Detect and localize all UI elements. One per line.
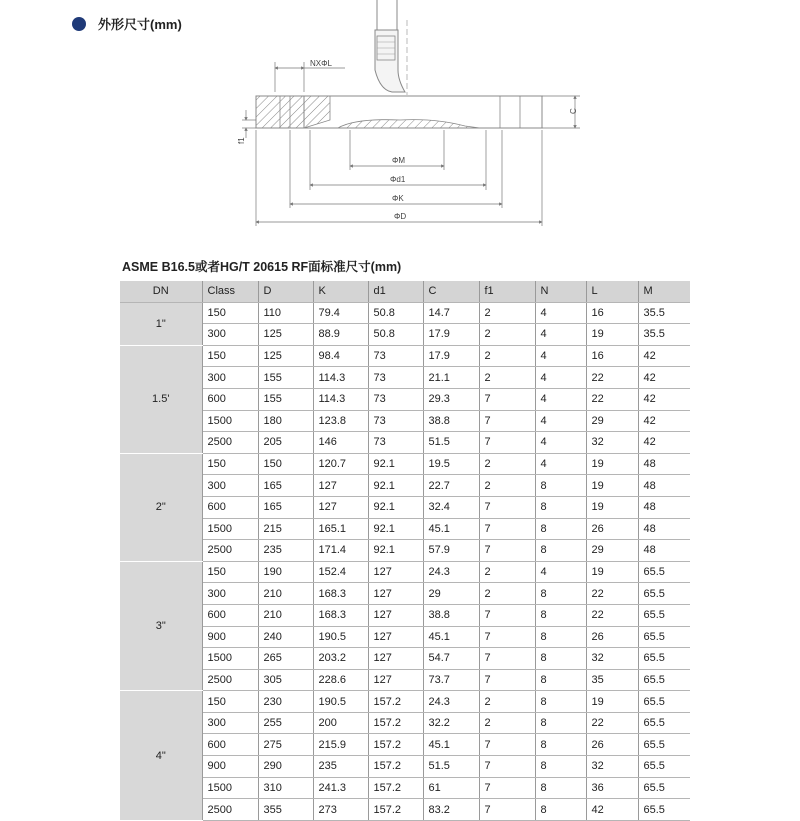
table-cell: 1500 [202,410,258,432]
dn-cell: 4" [120,691,202,821]
d1-label: Φd1 [390,175,406,184]
table-cell: 7 [479,756,535,778]
table-cell: 273 [313,799,368,821]
table-cell: 155 [258,367,313,389]
table-cell: 92.1 [368,453,423,475]
table-cell: 50.8 [368,324,423,346]
table-cell: 2500 [202,669,258,691]
table-cell: 8 [535,518,586,540]
dimension-nxl [275,59,345,92]
table-cell: 305 [258,669,313,691]
table-cell: 157.2 [368,756,423,778]
table-cell: 19 [586,496,638,518]
table-cell: 2500 [202,799,258,821]
table-cell: 157.2 [368,777,423,799]
table-cell: 73 [368,367,423,389]
bullet-dot-icon [72,17,86,31]
table-cell: 32 [586,756,638,778]
table-cell: 7 [479,648,535,670]
table-row [120,410,690,432]
table-title: ASME B16.5或者HG/T 20615 RF面标准尺寸(mm) [122,260,402,274]
table-cell: 4 [535,345,586,367]
table-row [120,496,690,518]
table-cell: 54.7 [423,648,479,670]
table-cell: 150 [202,453,258,475]
table-cell: 50.8 [368,302,423,324]
table-row [120,734,690,756]
table-cell: 200 [313,712,368,734]
table-cell: 150 [202,691,258,713]
dn-cell: 1.5' [120,345,202,453]
column-header-m: M [638,281,690,302]
column-header-d: D [258,281,313,302]
table-cell: 8 [535,496,586,518]
table-cell: 4 [535,367,586,389]
table-cell: 65.5 [638,756,690,778]
table-cell: 2500 [202,540,258,562]
table-cell: 32.4 [423,496,479,518]
table-row [120,583,690,605]
table-cell: 157.2 [368,734,423,756]
table-cell: 57.9 [423,540,479,562]
table-cell: 2 [479,712,535,734]
table-cell: 114.3 [313,388,368,410]
table-cell: 32.2 [423,712,479,734]
table-cell: 16 [586,345,638,367]
dimension-f1 [237,110,256,144]
table-cell: 2500 [202,432,258,454]
table-cell: 65.5 [638,648,690,670]
table-cell: 45.1 [423,626,479,648]
table-cell: 241.3 [313,777,368,799]
d-label: ΦD [394,212,407,221]
table-cell: 275 [258,734,313,756]
table-cell: 7 [479,518,535,540]
table-cell: 300 [202,712,258,734]
table-cell: 125 [258,345,313,367]
table-cell: 4 [535,410,586,432]
column-header-d1: d1 [368,281,423,302]
table-cell: 65.5 [638,691,690,713]
table-cell: 300 [202,475,258,497]
table-cell: 8 [535,691,586,713]
table-cell: 150 [202,561,258,583]
table-cell: 168.3 [313,583,368,605]
table-cell: 2 [479,453,535,475]
table-cell: 235 [313,756,368,778]
table-cell: 165 [258,496,313,518]
table-row [120,604,690,626]
dn-cell: 2" [120,453,202,561]
table-cell: 4 [535,388,586,410]
section-header [72,14,182,33]
table-row [120,626,690,648]
dimension-m [350,130,444,170]
table-cell: 42 [638,388,690,410]
table-cell: 255 [258,712,313,734]
table-cell: 65.5 [638,669,690,691]
table-cell: 79.4 [313,302,368,324]
table-cell: 22 [586,604,638,626]
table-cell: 92.1 [368,475,423,497]
table-cell: 300 [202,324,258,346]
table-cell: 73 [368,345,423,367]
table-cell: 190 [258,561,313,583]
table-row [120,388,690,410]
table-cell: 17.9 [423,345,479,367]
table-row [120,540,690,562]
table-cell: 29.3 [423,388,479,410]
table-cell: 19 [586,453,638,475]
table-row [120,518,690,540]
table-cell: 45.1 [423,734,479,756]
table-cell: 19 [586,475,638,497]
table-cell: 600 [202,604,258,626]
table-cell: 19 [586,691,638,713]
dimension-k [290,130,502,208]
table-row [120,367,690,389]
table-cell: 7 [479,604,535,626]
table-cell: 127 [368,604,423,626]
table-cell: 300 [202,583,258,605]
table-cell: 168.3 [313,604,368,626]
table-cell: 8 [535,648,586,670]
table-cell: 65.5 [638,583,690,605]
table-cell: 48 [638,475,690,497]
table-cell: 8 [535,540,586,562]
table-cell: 38.8 [423,410,479,432]
table-cell: 4 [535,324,586,346]
table-cell: 65.5 [638,626,690,648]
table-cell: 150 [202,302,258,324]
flange-dimension-drawing [220,0,600,235]
table-cell: 98.4 [313,345,368,367]
table-cell: 1500 [202,518,258,540]
f1-label: f1 [237,137,246,144]
table-cell: 228.6 [313,669,368,691]
table-cell: 157.2 [368,799,423,821]
table-cell: 2 [479,367,535,389]
table-row [120,475,690,497]
table-cell: 42 [586,799,638,821]
table-cell: 19.5 [423,453,479,475]
table-cell: 45.1 [423,518,479,540]
table-cell: 29 [586,410,638,432]
m-label: ΦM [392,156,406,165]
table-cell: 42 [638,367,690,389]
table-cell: 2 [479,583,535,605]
table-cell: 123.8 [313,410,368,432]
table-cell: 120.7 [313,453,368,475]
table-row [120,561,690,583]
table-cell: 155 [258,388,313,410]
table-cell: 7 [479,540,535,562]
table-row [120,453,690,475]
table-cell: 19 [586,561,638,583]
table-cell: 48 [638,540,690,562]
table-cell: 35.5 [638,302,690,324]
table-cell: 51.5 [423,432,479,454]
table-cell: 73.7 [423,669,479,691]
table-cell: 127 [368,626,423,648]
table-cell: 38.8 [423,604,479,626]
table-cell: 22 [586,367,638,389]
table-cell: 29 [586,540,638,562]
table-cell: 127 [313,475,368,497]
table-header-row [120,281,690,302]
table-cell: 190.5 [313,691,368,713]
table-cell: 22 [586,388,638,410]
table-cell: 203.2 [313,648,368,670]
table-cell: 92.1 [368,518,423,540]
column-header-c: C [423,281,479,302]
table-cell: 65.5 [638,604,690,626]
table-cell: 127 [368,561,423,583]
table-cell: 7 [479,626,535,648]
table-cell: 14.7 [423,302,479,324]
table-cell: 4 [535,561,586,583]
table-cell: 92.1 [368,540,423,562]
table-cell: 125 [258,324,313,346]
table-cell: 110 [258,302,313,324]
table-cell: 300 [202,367,258,389]
table-cell: 7 [479,734,535,756]
column-header-class: Class [202,281,258,302]
table-cell: 88.9 [313,324,368,346]
table-cell: 127 [368,669,423,691]
table-cell: 600 [202,734,258,756]
table-cell: 180 [258,410,313,432]
section-title: 外形尺寸(mm) [98,17,182,32]
table-cell: 127 [368,583,423,605]
table-cell: 157.2 [368,712,423,734]
table-cell: 4 [535,302,586,324]
table-cell: 600 [202,496,258,518]
table-cell: 83.2 [423,799,479,821]
table-cell: 2 [479,345,535,367]
table-cell: 7 [479,410,535,432]
diaphragm-seal-body [256,0,542,128]
table-cell: 48 [638,453,690,475]
table-row [120,432,690,454]
table-cell: 32 [586,432,638,454]
table-cell: 17.9 [423,324,479,346]
table-cell: 127 [313,496,368,518]
column-header-k: K [313,281,368,302]
table-row [120,799,690,821]
table-cell: 1500 [202,648,258,670]
table-cell: 230 [258,691,313,713]
table-cell: 8 [535,669,586,691]
k-label: ΦK [392,194,404,203]
table-row [120,712,690,734]
table-cell: 240 [258,626,313,648]
table-cell: 150 [258,453,313,475]
table-cell: 35 [586,669,638,691]
table-cell: 265 [258,648,313,670]
table-cell: 2 [479,561,535,583]
table-cell: 8 [535,583,586,605]
table-cell: 165 [258,475,313,497]
table-cell: 7 [479,799,535,821]
table-cell: 24.3 [423,561,479,583]
column-header-n: N [535,281,586,302]
table-cell: 900 [202,626,258,648]
table-cell: 8 [535,756,586,778]
table-cell: 35.5 [638,324,690,346]
table-row [120,648,690,670]
c-label: C [569,108,578,114]
dn-cell: 1" [120,302,202,345]
table-cell: 26 [586,734,638,756]
table-cell: 16 [586,302,638,324]
table-cell: 21.1 [423,367,479,389]
table-cell: 73 [368,432,423,454]
table-cell: 900 [202,756,258,778]
flange-dimension-table [120,281,690,821]
table-row [120,756,690,778]
table-cell: 210 [258,604,313,626]
table-cell: 7 [479,669,535,691]
dn-cell: 3" [120,561,202,691]
table-cell: 22 [586,583,638,605]
table-cell: 2 [479,475,535,497]
table-cell: 127 [368,648,423,670]
table-cell: 600 [202,388,258,410]
table-cell: 2 [479,691,535,713]
table-row [120,345,690,367]
table-cell: 2 [479,302,535,324]
table-cell: 210 [258,583,313,605]
table-cell: 61 [423,777,479,799]
table-cell: 26 [586,518,638,540]
column-header-dn: DN [120,281,202,302]
table-cell: 4 [535,453,586,475]
table-cell: 190.5 [313,626,368,648]
table-cell: 157.2 [368,691,423,713]
table-cell: 4 [535,432,586,454]
table-cell: 152.4 [313,561,368,583]
table-cell: 24.3 [423,691,479,713]
table-cell: 51.5 [423,756,479,778]
table-cell: 8 [535,604,586,626]
table-cell: 65.5 [638,777,690,799]
table-cell: 42 [638,432,690,454]
table-cell: 7 [479,388,535,410]
table-cell: 150 [202,345,258,367]
table-cell: 215 [258,518,313,540]
table-cell: 7 [479,496,535,518]
table-cell: 65.5 [638,561,690,583]
table-cell: 8 [535,734,586,756]
table-cell: 7 [479,777,535,799]
table-row [120,302,690,324]
table-cell: 146 [313,432,368,454]
table-cell: 32 [586,648,638,670]
table-cell: 29 [423,583,479,605]
table-cell: 73 [368,388,423,410]
table-cell: 165.1 [313,518,368,540]
column-header-f1: f1 [479,281,535,302]
table-cell: 42 [638,410,690,432]
table-cell: 36 [586,777,638,799]
table-row [120,324,690,346]
table-cell: 48 [638,496,690,518]
table-cell: 310 [258,777,313,799]
dimension-c [542,96,580,128]
table-row [120,669,690,691]
table-cell: 205 [258,432,313,454]
nxl-label: NXΦL [310,59,332,68]
table-cell: 290 [258,756,313,778]
table-cell: 8 [535,626,586,648]
table-cell: 171.4 [313,540,368,562]
table-cell: 215.9 [313,734,368,756]
table-cell: 73 [368,410,423,432]
table-cell: 65.5 [638,799,690,821]
table-cell: 19 [586,324,638,346]
table-cell: 8 [535,475,586,497]
table-row [120,777,690,799]
table-cell: 2 [479,324,535,346]
table-cell: 8 [535,712,586,734]
table-cell: 235 [258,540,313,562]
table-cell: 65.5 [638,712,690,734]
table-cell: 65.5 [638,734,690,756]
table-cell: 355 [258,799,313,821]
table-cell: 7 [479,432,535,454]
table-cell: 22 [586,712,638,734]
table-cell: 114.3 [313,367,368,389]
column-header-l: L [586,281,638,302]
table-cell: 1500 [202,777,258,799]
table-cell: 92.1 [368,496,423,518]
table-cell: 42 [638,345,690,367]
table-row [120,691,690,713]
table-cell: 48 [638,518,690,540]
table-cell: 22.7 [423,475,479,497]
table-cell: 8 [535,799,586,821]
table-cell: 26 [586,626,638,648]
table-cell: 8 [535,777,586,799]
